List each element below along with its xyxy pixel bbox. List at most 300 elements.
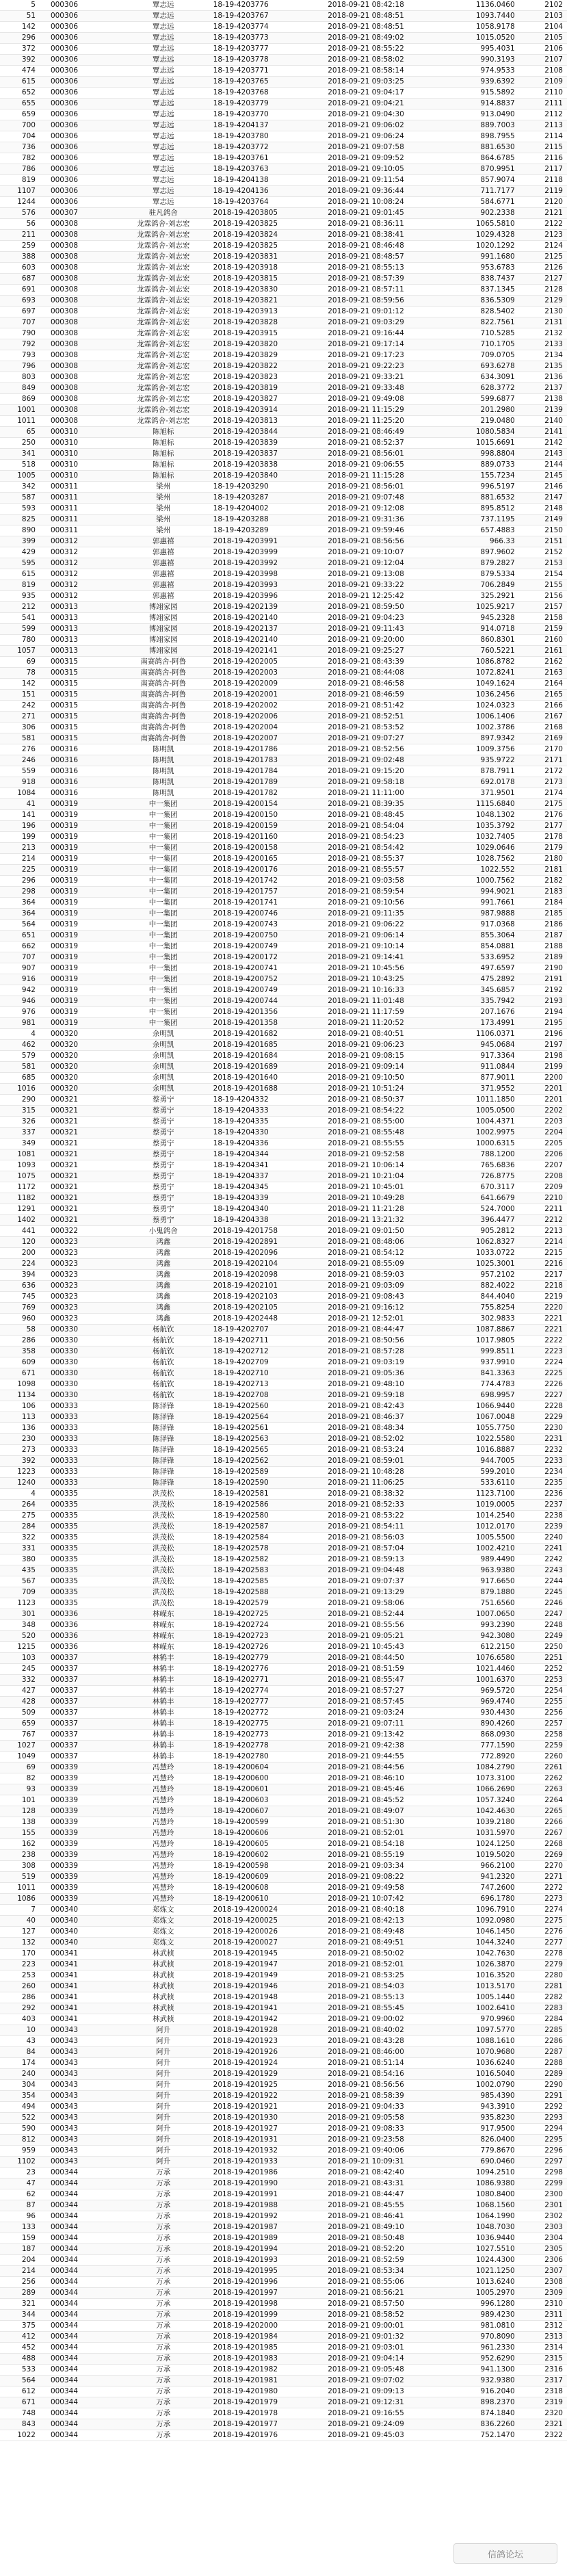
member-id-cell: 000312 xyxy=(41,580,123,591)
loft-name-cell: 冯慧玲 xyxy=(123,1784,204,1795)
loft-name-cell: 冯慧玲 xyxy=(123,1850,204,1861)
arrival-time-cell: 2018-09-21 09:06:02 xyxy=(321,120,435,131)
speed-cell: 1019.5020 xyxy=(436,1850,519,1861)
sequence-cell: 2164 xyxy=(519,679,567,690)
arrival-time-cell: 2018-09-21 08:54:11 xyxy=(321,1522,435,1533)
member-id-cell: 000344 xyxy=(41,2321,123,2332)
member-id-cell: 000306 xyxy=(41,44,123,55)
arrival-time-cell: 2018-09-21 09:58:18 xyxy=(321,777,435,788)
rank-cell: 276 xyxy=(0,744,41,755)
member-id-cell: 000306 xyxy=(41,153,123,164)
speed-cell: 970.8090 xyxy=(436,2332,519,2343)
loft-name-cell: 余明凯 xyxy=(123,1084,204,1095)
arrival-time-cell: 2018-09-21 08:43:31 xyxy=(321,2178,435,2189)
speed-cell: 155.7234 xyxy=(436,471,519,482)
speed-cell: 966.33 xyxy=(436,536,519,547)
member-id-cell: 000339 xyxy=(41,1762,123,1773)
ring-number-cell: 18-19-4203772 xyxy=(204,142,321,153)
sequence-cell: 2258 xyxy=(519,1730,567,1741)
member-id-cell: 000306 xyxy=(41,164,123,175)
loft-name-cell: 中一集团 xyxy=(123,996,204,1007)
sequence-cell: 2172 xyxy=(519,766,567,777)
rank-cell: 1223 xyxy=(0,1467,41,1478)
table-row xyxy=(0,394,567,405)
rank-cell: 976 xyxy=(0,1007,41,1018)
member-id-cell: 000313 xyxy=(41,646,123,657)
table-row xyxy=(0,1325,567,1336)
member-id-cell: 000321 xyxy=(41,1128,123,1139)
sequence-cell: 2183 xyxy=(519,887,567,898)
member-id-cell: 000344 xyxy=(41,2233,123,2244)
speed-cell: 1002.3786 xyxy=(436,723,519,733)
member-id-cell: 000343 xyxy=(41,2102,123,2113)
speed-cell: 1000.6315 xyxy=(436,1139,519,1149)
speed-cell: 1055.7750 xyxy=(436,1423,519,1434)
arrival-time-cell: 2018-09-21 08:51:59 xyxy=(321,1664,435,1675)
speed-cell: 1014.2540 xyxy=(436,1511,519,1522)
member-id-cell: 000321 xyxy=(41,1117,123,1128)
member-id-cell: 000321 xyxy=(41,1204,123,1215)
table-row xyxy=(0,1434,567,1445)
loft-name-cell: 杨航钦 xyxy=(123,1336,204,1346)
member-id-cell: 000339 xyxy=(41,1894,123,1905)
sequence-cell: 2195 xyxy=(519,1018,567,1029)
ring-number-cell: 18-19-4203768 xyxy=(204,88,321,99)
sequence-cell: 2114 xyxy=(519,131,567,142)
table-row xyxy=(0,1970,567,1981)
rank-cell: 120 xyxy=(0,1237,41,1248)
member-id-cell: 000335 xyxy=(41,1489,123,1500)
member-id-cell: 000320 xyxy=(41,1084,123,1095)
member-id-cell: 000335 xyxy=(41,1565,123,1576)
table-row xyxy=(0,712,567,723)
sequence-cell: 2205 xyxy=(519,1139,567,1149)
loft-name-cell: 龙霖鸽舍-刘志宏 xyxy=(123,230,204,241)
sequence-cell: 2188 xyxy=(519,941,567,952)
speed-cell: 1022.5580 xyxy=(436,1434,519,1445)
member-id-cell: 000319 xyxy=(41,810,123,821)
speed-cell: 692.0178 xyxy=(436,777,519,788)
loft-name-cell: 中一集团 xyxy=(123,985,204,996)
loft-name-cell: 郑炼文 xyxy=(123,1905,204,1916)
sequence-cell: 2256 xyxy=(519,1708,567,1719)
sequence-cell: 2185 xyxy=(519,909,567,920)
ring-number-cell: 18-19-4202563 xyxy=(204,1434,321,1445)
speed-cell: 1029.4328 xyxy=(436,230,519,241)
member-id-cell: 000330 xyxy=(41,1368,123,1379)
ring-number-cell: 2018-19-4203918 xyxy=(204,263,321,274)
table-row xyxy=(0,1018,567,1029)
ring-number-cell: 2018-19-4200159 xyxy=(204,821,321,832)
table-row xyxy=(0,887,567,898)
sequence-cell: 2194 xyxy=(519,1007,567,1018)
arrival-time-cell: 2018-09-21 09:12:31 xyxy=(321,2397,435,2408)
speed-cell: 917.9500 xyxy=(436,2124,519,2135)
member-id-cell: 000316 xyxy=(41,766,123,777)
member-id-cell: 000341 xyxy=(41,2014,123,2025)
member-id-cell: 000320 xyxy=(41,1051,123,1062)
ring-number-cell: 2018-19-4203844 xyxy=(204,427,321,438)
arrival-time-cell: 2018-09-21 08:56:21 xyxy=(321,2288,435,2299)
speed-cell: 1093.7440 xyxy=(436,11,519,22)
rank-cell: 474 xyxy=(0,66,41,77)
rank-cell: 1081 xyxy=(0,1149,41,1160)
ring-number-cell: 2018-19-4203838 xyxy=(204,460,321,471)
arrival-time-cell: 2018-09-21 09:12:04 xyxy=(321,558,435,569)
speed-cell: 706.2849 xyxy=(436,580,519,591)
sequence-cell: 2159 xyxy=(519,624,567,635)
speed-cell: 1005.0500 xyxy=(436,1106,519,1117)
ring-number-cell: 18-19-4202587 xyxy=(204,1522,321,1533)
rank-cell: 58 xyxy=(0,1325,41,1336)
arrival-time-cell: 2018-09-21 09:22:23 xyxy=(321,361,435,372)
loft-name-cell: 鸿鑫 xyxy=(123,1259,204,1270)
sequence-cell: 2240 xyxy=(519,1533,567,1544)
table-row xyxy=(0,766,567,777)
speed-cell: 1044.3240 xyxy=(436,1938,519,1949)
table-row xyxy=(0,821,567,832)
sequence-cell: 2220 xyxy=(519,1303,567,1314)
ring-number-cell: 18-19-4202589 xyxy=(204,1467,321,1478)
arrival-time-cell: 2018-09-21 08:49:07 xyxy=(321,1806,435,1817)
sequence-cell: 2166 xyxy=(519,701,567,712)
arrival-time-cell: 2018-09-21 10:21:04 xyxy=(321,1171,435,1182)
member-id-cell: 000344 xyxy=(41,2178,123,2189)
rank-cell: 245 xyxy=(0,1664,41,1675)
member-id-cell: 000312 xyxy=(41,558,123,569)
speed-cell: 1036.6240 xyxy=(436,2058,519,2069)
arrival-time-cell: 2018-09-21 11:25:20 xyxy=(321,416,435,427)
loft-name-cell: 南赛鸽舍-阿鲁 xyxy=(123,690,204,701)
sequence-cell: 2199 xyxy=(519,1062,567,1073)
ring-number-cell: 18-19-4202724 xyxy=(204,1620,321,1631)
arrival-time-cell: 2018-09-21 08:55:37 xyxy=(321,854,435,865)
table-row xyxy=(0,44,567,55)
ring-number-cell: 2018-19-4202096 xyxy=(204,1248,321,1259)
sequence-cell: 2279 xyxy=(519,1960,567,1970)
rank-cell: 392 xyxy=(0,55,41,66)
speed-cell: 917.0368 xyxy=(436,920,519,931)
arrival-time-cell: 2018-09-21 08:55:47 xyxy=(321,1675,435,1686)
rank-cell: 358 xyxy=(0,1346,41,1357)
speed-cell: 1024.0323 xyxy=(436,701,519,712)
rank-cell: 187 xyxy=(0,2244,41,2255)
member-id-cell: 000306 xyxy=(41,33,123,44)
rank-cell: 199 xyxy=(0,832,41,843)
loft-name-cell: 余明凯 xyxy=(123,1073,204,1084)
rank-cell: 259 xyxy=(0,241,41,252)
arrival-time-cell: 2018-09-21 09:04:21 xyxy=(321,99,435,109)
rank-cell: 1011 xyxy=(0,1883,41,1894)
member-id-cell: 000339 xyxy=(41,1850,123,1861)
ring-number-cell: 18-19-4204339 xyxy=(204,1193,321,1204)
member-id-cell: 000337 xyxy=(41,1752,123,1762)
table-row xyxy=(0,99,567,109)
rank-cell: 322 xyxy=(0,1533,41,1544)
table-row xyxy=(0,2058,567,2069)
rank-cell: 170 xyxy=(0,1949,41,1960)
loft-name-cell: 万承 xyxy=(123,2189,204,2200)
speed-cell: 939.6392 xyxy=(436,77,519,88)
speed-cell: 371.9552 xyxy=(436,1084,519,1095)
ring-number-cell: 2018-19-4201689 xyxy=(204,1062,321,1073)
arrival-time-cell: 2018-09-21 09:24:09 xyxy=(321,2419,435,2430)
table-row xyxy=(0,219,567,230)
table-row xyxy=(0,1522,567,1533)
member-id-cell: 000310 xyxy=(41,449,123,460)
ring-number-cell: 2018-19-4200172 xyxy=(204,952,321,963)
rank-cell: 315 xyxy=(0,1106,41,1117)
arrival-time-cell: 2018-09-21 09:10:07 xyxy=(321,547,435,558)
table-row xyxy=(0,2003,567,2014)
ring-number-cell: 18-19-4204340 xyxy=(204,1204,321,1215)
rank-cell: 981 xyxy=(0,1018,41,1029)
ring-number-cell: 18-19-4202584 xyxy=(204,1533,321,1544)
ring-number-cell: 2018-19-4202141 xyxy=(204,646,321,657)
ring-number-cell: 18-19-4202581 xyxy=(204,1489,321,1500)
sequence-cell: 2251 xyxy=(519,1653,567,1664)
arrival-time-cell: 2018-09-21 09:05:48 xyxy=(321,2365,435,2376)
ring-number-cell: 2018-19-4202007 xyxy=(204,733,321,744)
ring-number-cell: 2018-19-4200176 xyxy=(204,865,321,876)
speed-cell: 1027.5510 xyxy=(436,2244,519,2255)
member-id-cell: 000319 xyxy=(41,876,123,887)
arrival-time-cell: 2018-09-21 08:58:14 xyxy=(321,66,435,77)
member-id-cell: 000343 xyxy=(41,2069,123,2080)
ring-number-cell: 2018-19-4203914 xyxy=(204,405,321,416)
rank-cell: 603 xyxy=(0,263,41,274)
arrival-time-cell: 2018-09-21 09:17:23 xyxy=(321,350,435,361)
member-id-cell: 000308 xyxy=(41,328,123,339)
loft-name-cell: 梁州 xyxy=(123,504,204,515)
speed-cell: 970.9960 xyxy=(436,2014,519,2025)
member-id-cell: 000333 xyxy=(41,1423,123,1434)
loft-name-cell: 万承 xyxy=(123,2277,204,2288)
sequence-cell: 2173 xyxy=(519,777,567,788)
arrival-time-cell: 2018-09-21 08:53:22 xyxy=(321,1511,435,1522)
member-id-cell: 000339 xyxy=(41,1861,123,1872)
sequence-cell: 2277 xyxy=(519,1938,567,1949)
loft-name-cell: 覃志远 xyxy=(123,186,204,197)
table-row xyxy=(0,1828,567,1839)
loft-name-cell: 龙霖鸽舍-刘志宏 xyxy=(123,394,204,405)
loft-name-cell: 洪茂松 xyxy=(123,1576,204,1587)
rank-cell: 141 xyxy=(0,810,41,821)
speed-cell: 897.9602 xyxy=(436,547,519,558)
rank-cell: 224 xyxy=(0,1259,41,1270)
speed-cell: 1012.0170 xyxy=(436,1522,519,1533)
rank-cell: 796 xyxy=(0,361,41,372)
ring-number-cell: 2018-19-4200027 xyxy=(204,1938,321,1949)
rank-cell: 942 xyxy=(0,985,41,996)
ring-number-cell: 18-19-4202588 xyxy=(204,1587,321,1598)
sequence-cell: 2227 xyxy=(519,1390,567,1401)
speed-cell: 1115.6840 xyxy=(436,799,519,810)
ring-number-cell: 18-19-4203778 xyxy=(204,55,321,66)
member-id-cell: 000337 xyxy=(41,1741,123,1752)
table-row xyxy=(0,328,567,339)
arrival-time-cell: 2018-09-21 08:52:20 xyxy=(321,2244,435,2255)
arrival-time-cell: 2018-09-21 09:07:11 xyxy=(321,1719,435,1730)
member-id-cell: 000344 xyxy=(41,2386,123,2397)
loft-name-cell: 万承 xyxy=(123,2365,204,2376)
sequence-cell: 2155 xyxy=(519,580,567,591)
loft-name-cell: 冯慧玲 xyxy=(123,1839,204,1850)
arrival-time-cell: 2018-09-21 11:15:28 xyxy=(321,471,435,482)
member-id-cell: 000344 xyxy=(41,2343,123,2354)
loft-name-cell: 覃志远 xyxy=(123,55,204,66)
rank-cell: 354 xyxy=(0,2091,41,2102)
speed-cell: 752.1470 xyxy=(436,2430,519,2441)
speed-cell: 1097.5770 xyxy=(436,2025,519,2036)
speed-cell: 879.1880 xyxy=(436,1587,519,1598)
member-id-cell: 000315 xyxy=(41,712,123,723)
table-row xyxy=(0,1215,567,1226)
ring-number-cell: 2018-19-4201741 xyxy=(204,898,321,909)
ring-number-cell: 2018-19-4203827 xyxy=(204,394,321,405)
arrival-time-cell: 2018-09-21 08:43:28 xyxy=(321,2036,435,2047)
sequence-cell: 2120 xyxy=(519,197,567,208)
loft-name-cell: 万承 xyxy=(123,2408,204,2419)
sequence-cell: 2105 xyxy=(519,33,567,44)
loft-name-cell: 阿升 xyxy=(123,2113,204,2124)
sequence-cell: 2138 xyxy=(519,394,567,405)
speed-cell: 497.6597 xyxy=(436,963,519,974)
rank-cell: 782 xyxy=(0,153,41,164)
member-id-cell: 000323 xyxy=(41,1270,123,1281)
rank-cell: 960 xyxy=(0,1314,41,1325)
rank-cell: 321 xyxy=(0,2299,41,2310)
member-id-cell: 000316 xyxy=(41,777,123,788)
sequence-cell: 2162 xyxy=(519,657,567,668)
arrival-time-cell: 2018-09-21 08:48:06 xyxy=(321,1237,435,1248)
loft-name-cell: 覃志远 xyxy=(123,33,204,44)
rank-cell: 1016 xyxy=(0,1084,41,1095)
ring-number-cell: 18-19-4203767 xyxy=(204,11,321,22)
rank-cell: 133 xyxy=(0,2222,41,2233)
table-row xyxy=(0,1839,567,1850)
arrival-time-cell: 2018-09-21 08:57:27 xyxy=(321,1686,435,1697)
speed-cell: 1006.1406 xyxy=(436,712,519,723)
sequence-cell: 2260 xyxy=(519,1752,567,1762)
loft-name-cell: 龙霖鸽舍-刘志宏 xyxy=(123,285,204,296)
speed-cell: 1031.5970 xyxy=(436,1828,519,1839)
sequence-cell: 2241 xyxy=(519,1544,567,1554)
arrival-time-cell: 2018-09-21 08:50:02 xyxy=(321,1949,435,1960)
member-id-cell: 000336 xyxy=(41,1620,123,1631)
arrival-time-cell: 2018-09-21 09:05:21 xyxy=(321,1631,435,1642)
rank-cell: 260 xyxy=(0,1981,41,1992)
table-row xyxy=(0,744,567,755)
ring-number-cell: 2018-19-4201742 xyxy=(204,876,321,887)
rank-cell: 298 xyxy=(0,887,41,898)
sequence-cell: 2140 xyxy=(519,416,567,427)
speed-cell: 1067.0048 xyxy=(436,1412,519,1423)
table-row xyxy=(0,2189,567,2200)
rank-cell: 7 xyxy=(0,1905,41,1916)
rank-cell: 301 xyxy=(0,1609,41,1620)
speed-cell: 957.2102 xyxy=(436,1270,519,1281)
speed-cell: 987.9888 xyxy=(436,909,519,920)
table-row xyxy=(0,241,567,252)
table-row xyxy=(0,1730,567,1741)
speed-cell: 860.8301 xyxy=(436,635,519,646)
member-id-cell: 000339 xyxy=(41,1883,123,1894)
loft-name-cell: 阿升 xyxy=(123,2025,204,2036)
table-row xyxy=(0,876,567,887)
rank-cell: 748 xyxy=(0,2408,41,2419)
ring-number-cell: 2018-19-4203815 xyxy=(204,274,321,285)
loft-name-cell: 洪茂松 xyxy=(123,1500,204,1511)
loft-name-cell: 覃志远 xyxy=(123,109,204,120)
ring-number-cell: 2018-19-4202140 xyxy=(204,613,321,624)
rank-cell: 341 xyxy=(0,449,41,460)
sequence-cell: 2196 xyxy=(519,1029,567,1040)
member-id-cell: 000308 xyxy=(41,339,123,350)
loft-name-cell: 林鹤丰 xyxy=(123,1708,204,1719)
arrival-time-cell: 2018-09-21 08:46:41 xyxy=(321,2211,435,2222)
loft-name-cell: 林鹤丰 xyxy=(123,1752,204,1762)
table-row xyxy=(0,1762,567,1773)
arrival-time-cell: 2018-09-21 08:55:45 xyxy=(321,2003,435,2014)
member-id-cell: 000333 xyxy=(41,1401,123,1412)
speed-cell: 657.4883 xyxy=(436,525,519,536)
ring-number-cell: 2018-19-4201993 xyxy=(204,2255,321,2266)
rank-cell: 412 xyxy=(0,2332,41,2343)
rank-cell: 230 xyxy=(0,1434,41,1445)
sequence-cell: 2250 xyxy=(519,1642,567,1653)
rank-cell: 564 xyxy=(0,920,41,931)
table-row xyxy=(0,668,567,679)
ring-number-cell: 2018-19-4201160 xyxy=(204,832,321,843)
sequence-cell: 2191 xyxy=(519,974,567,985)
ring-number-cell: 18-19-4204332 xyxy=(204,1095,321,1106)
speed-cell: 1007.0650 xyxy=(436,1609,519,1620)
table-row xyxy=(0,657,567,668)
loft-name-cell: 郭惠禧 xyxy=(123,580,204,591)
speed-cell: 533.6110 xyxy=(436,1478,519,1489)
sequence-cell: 2304 xyxy=(519,2233,567,2244)
loft-name-cell: 冯慧玲 xyxy=(123,1762,204,1773)
rank-cell: 223 xyxy=(0,1960,41,1970)
loft-name-cell: 南赛鸽舍-阿鲁 xyxy=(123,657,204,668)
table-row xyxy=(0,460,567,471)
arrival-time-cell: 2018-09-21 08:54:12 xyxy=(321,1248,435,1259)
table-row xyxy=(0,733,567,744)
loft-name-cell: 冯慧玲 xyxy=(123,1872,204,1883)
loft-name-cell: 南赛鸽舍-阿鲁 xyxy=(123,701,204,712)
arrival-time-cell: 2018-09-21 09:45:03 xyxy=(321,2430,435,2441)
table-row xyxy=(0,1653,567,1664)
sequence-cell: 2289 xyxy=(519,2069,567,2080)
sequence-cell: 2313 xyxy=(519,2332,567,2343)
ring-number-cell: 2018-19-4203830 xyxy=(204,285,321,296)
loft-name-cell: 冯慧玲 xyxy=(123,1861,204,1872)
arrival-time-cell: 2018-09-21 09:03:29 xyxy=(321,317,435,328)
rank-cell: 344 xyxy=(0,2310,41,2321)
speed-cell: 1020.1292 xyxy=(436,241,519,252)
loft-name-cell: 南赛鸽舍-阿鲁 xyxy=(123,712,204,723)
ring-number-cell: 2018-19-4201929 xyxy=(204,2069,321,2080)
ring-number-cell: 18-19-4202583 xyxy=(204,1565,321,1576)
ring-number-cell: 2018-19-4201757 xyxy=(204,887,321,898)
member-id-cell: 000337 xyxy=(41,1686,123,1697)
loft-name-cell: 鸿鑫 xyxy=(123,1303,204,1314)
loft-name-cell: 中一集团 xyxy=(123,920,204,931)
table-row xyxy=(0,1598,567,1609)
ring-number-cell: 2018-19-4203993 xyxy=(204,580,321,591)
arrival-time-cell: 2018-09-21 08:57:11 xyxy=(321,285,435,296)
